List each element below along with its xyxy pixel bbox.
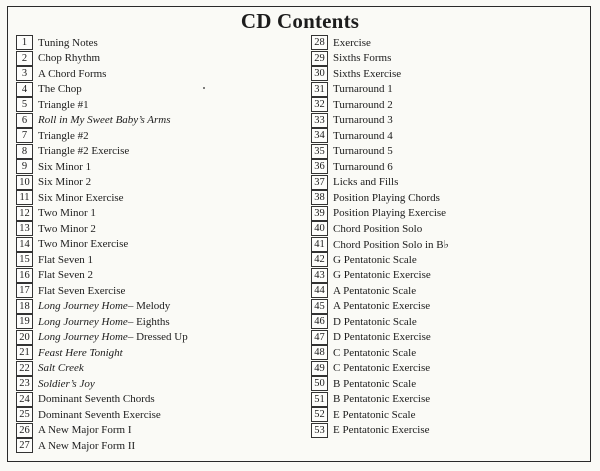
track-item — [16, 345, 188, 361]
track-title: Turnaround 4 — [333, 129, 393, 142]
track-item — [311, 314, 449, 330]
track-item — [16, 299, 188, 315]
track-title: Roll in My Sweet Baby’s Arms — [38, 114, 171, 127]
track-title: The Chop — [38, 83, 82, 96]
track-list-left — [16, 35, 188, 454]
track-item — [16, 268, 188, 284]
track-title: Position Playing Exercise — [333, 207, 447, 220]
track-number-box: 28 — [311, 35, 328, 50]
track-item — [311, 299, 449, 315]
track-item — [16, 175, 188, 191]
track-title: Turnaround 1 — [333, 83, 393, 96]
track-item — [311, 221, 449, 237]
track-title: Dominant Seventh Chords — [38, 393, 155, 406]
track-number-box: 17 — [16, 283, 33, 298]
track-number-box: 43 — [311, 268, 328, 283]
track-title: D Pentatonic Exercise — [333, 331, 431, 344]
track-item — [311, 376, 449, 392]
track-title: Two Minor 1 — [38, 207, 96, 220]
track-title: Turnaround 2 — [333, 98, 393, 111]
track-title: Long Journey Home — [38, 315, 128, 328]
track-item — [311, 407, 449, 423]
track-title: G Pentatonic Scale — [333, 253, 417, 266]
track-title: Chord Position Solo in B♭ — [333, 238, 449, 251]
track-item — [311, 159, 449, 175]
track-number-box: 38 — [311, 190, 328, 205]
track-number-box: 49 — [311, 361, 328, 376]
track-title: Licks and Fills — [333, 176, 399, 189]
track-item — [16, 423, 188, 439]
track-title: G Pentatonic Exercise — [333, 269, 431, 282]
track-item — [16, 438, 188, 454]
track-item — [16, 144, 188, 160]
track-title: Dominant Seventh Exercise — [38, 408, 161, 421]
track-title: D Pentatonic Scale — [333, 315, 417, 328]
track-number-box: 3 — [16, 66, 33, 81]
track-number-box: 32 — [311, 97, 328, 112]
track-item — [16, 361, 188, 377]
track-number-box: 41 — [311, 237, 328, 252]
track-title: Long Journey Home — [38, 300, 128, 313]
track-item — [311, 144, 449, 160]
track-item — [311, 268, 449, 284]
track-number-box: 50 — [311, 376, 328, 391]
track-title: Position Playing Chords — [333, 191, 440, 204]
track-title: Flat Seven Exercise — [38, 284, 126, 297]
track-number-box: 10 — [16, 175, 33, 190]
track-number-box: 19 — [16, 314, 33, 329]
track-item — [311, 35, 449, 51]
track-number-box: 1 — [16, 35, 33, 50]
track-number-box: 26 — [16, 423, 33, 438]
track-title-suffix: – Dressed Up — [127, 331, 188, 344]
track-number-box: 7 — [16, 128, 33, 143]
track-item — [311, 252, 449, 268]
track-number-box: 33 — [311, 113, 328, 128]
track-item — [311, 283, 449, 299]
page-title: CD Contents — [240, 9, 360, 33]
track-title: E Pentatonic Scale — [333, 408, 416, 421]
track-number-box: 39 — [311, 206, 328, 221]
track-title-suffix: – Eighths — [127, 315, 170, 328]
track-item — [311, 66, 449, 82]
track-item — [16, 113, 188, 129]
track-number-box: 40 — [311, 221, 328, 236]
track-number-box: 16 — [16, 268, 33, 283]
track-title: Sixths Exercise — [333, 67, 402, 80]
track-item — [311, 392, 449, 408]
track-number-box: 22 — [16, 361, 33, 376]
track-number-box: 51 — [311, 392, 328, 407]
track-title: Two Minor Exercise — [38, 238, 129, 251]
track-number-box: 6 — [16, 113, 33, 128]
track-item — [311, 345, 449, 361]
track-title: Feast Here Tonight — [38, 346, 123, 359]
track-title: C Pentatonic Scale — [333, 346, 417, 359]
track-item — [16, 221, 188, 237]
track-number-box: 42 — [311, 252, 328, 267]
track-number-box: 9 — [16, 159, 33, 174]
track-title-suffix: – Melody — [127, 300, 171, 313]
track-number-box: 25 — [16, 407, 33, 422]
track-number-box: 4 — [16, 82, 33, 97]
track-number-box: 36 — [311, 159, 328, 174]
track-number-box: 11 — [16, 190, 33, 205]
track-title: A Pentatonic Exercise — [333, 300, 431, 313]
track-number-box: 18 — [16, 299, 33, 314]
track-number-box: 34 — [311, 128, 328, 143]
track-item — [16, 392, 188, 408]
track-item — [16, 51, 188, 67]
track-item — [311, 206, 449, 222]
track-number-box: 44 — [311, 283, 328, 298]
track-title: B Pentatonic Exercise — [333, 393, 431, 406]
track-item — [16, 376, 188, 392]
track-number-box: 52 — [311, 407, 328, 422]
track-item — [16, 206, 188, 222]
track-number-box: 46 — [311, 314, 328, 329]
track-number-box: 53 — [311, 423, 328, 438]
track-title: Salt Creek — [38, 362, 84, 375]
track-title: Turnaround 3 — [333, 114, 393, 127]
track-number-box: 24 — [16, 392, 33, 407]
track-item — [311, 237, 449, 253]
track-title: C Pentatonic Exercise — [333, 362, 431, 375]
track-item — [16, 237, 188, 253]
track-number-box: 37 — [311, 175, 328, 190]
track-title: Soldier’s Joy — [38, 377, 95, 390]
track-title: Long Journey Home — [38, 331, 128, 344]
track-title: B Pentatonic Scale — [333, 377, 417, 390]
track-number-box: 20 — [16, 330, 33, 345]
track-item — [311, 190, 449, 206]
track-title: Exercise — [333, 36, 371, 49]
track-title: Sixths Forms — [333, 52, 392, 65]
track-title: A Chord Forms — [38, 67, 107, 80]
track-number-box: 48 — [311, 345, 328, 360]
track-number-box: 12 — [16, 206, 33, 221]
track-number-box: 29 — [311, 51, 328, 66]
track-title: Flat Seven 2 — [38, 269, 93, 282]
track-item — [16, 283, 188, 299]
track-title: Six Minor 2 — [38, 176, 92, 189]
track-title: Turnaround 5 — [333, 145, 393, 158]
track-item — [311, 51, 449, 67]
track-item — [16, 190, 188, 206]
track-number-box: 14 — [16, 237, 33, 252]
track-item — [16, 314, 188, 330]
track-title: Flat Seven 1 — [38, 253, 93, 266]
track-title: Triangle #2 — [38, 129, 89, 142]
track-item — [16, 128, 188, 144]
track-title: A Pentatonic Scale — [333, 284, 417, 297]
track-item — [16, 82, 188, 98]
track-item — [311, 330, 449, 346]
track-number-box: 15 — [16, 252, 33, 267]
track-title: Chop Rhythm — [38, 52, 101, 65]
track-item — [311, 175, 449, 191]
track-item — [311, 361, 449, 377]
track-number-box: 31 — [311, 82, 328, 97]
track-title: Tuning Notes — [38, 36, 98, 49]
track-item — [16, 66, 188, 82]
track-item — [311, 113, 449, 129]
track-number-box: 13 — [16, 221, 33, 236]
track-title: Six Minor Exercise — [38, 191, 124, 204]
track-list-right — [311, 35, 449, 438]
track-number-box: 21 — [16, 345, 33, 360]
track-number-box: 35 — [311, 144, 328, 159]
track-title: Six Minor 1 — [38, 160, 92, 173]
track-number-box: 47 — [311, 330, 328, 345]
speck — [203, 87, 205, 89]
track-title: Chord Position Solo — [333, 222, 423, 235]
track-item — [311, 128, 449, 144]
track-title: Triangle #1 — [38, 98, 89, 111]
track-number-box: 2 — [16, 51, 33, 66]
track-number-box: 5 — [16, 97, 33, 112]
track-title: A New Major Form II — [38, 439, 136, 452]
track-item — [311, 423, 449, 439]
track-item — [16, 35, 188, 51]
track-item — [16, 97, 188, 113]
track-item — [16, 407, 188, 423]
track-title: A New Major Form I — [38, 424, 132, 437]
track-title: Triangle #2 Exercise — [38, 145, 130, 158]
track-item — [16, 330, 188, 346]
track-number-box: 30 — [311, 66, 328, 81]
track-item — [311, 82, 449, 98]
track-item — [311, 97, 449, 113]
track-number-box: 27 — [16, 438, 33, 453]
track-number-box: 23 — [16, 376, 33, 391]
track-title: Two Minor 2 — [38, 222, 96, 235]
track-number-box: 45 — [311, 299, 328, 314]
track-item — [16, 159, 188, 175]
track-title: E Pentatonic Exercise — [333, 424, 430, 437]
track-number-box: 8 — [16, 144, 33, 159]
track-item — [16, 252, 188, 268]
track-title: Turnaround 6 — [333, 160, 393, 173]
